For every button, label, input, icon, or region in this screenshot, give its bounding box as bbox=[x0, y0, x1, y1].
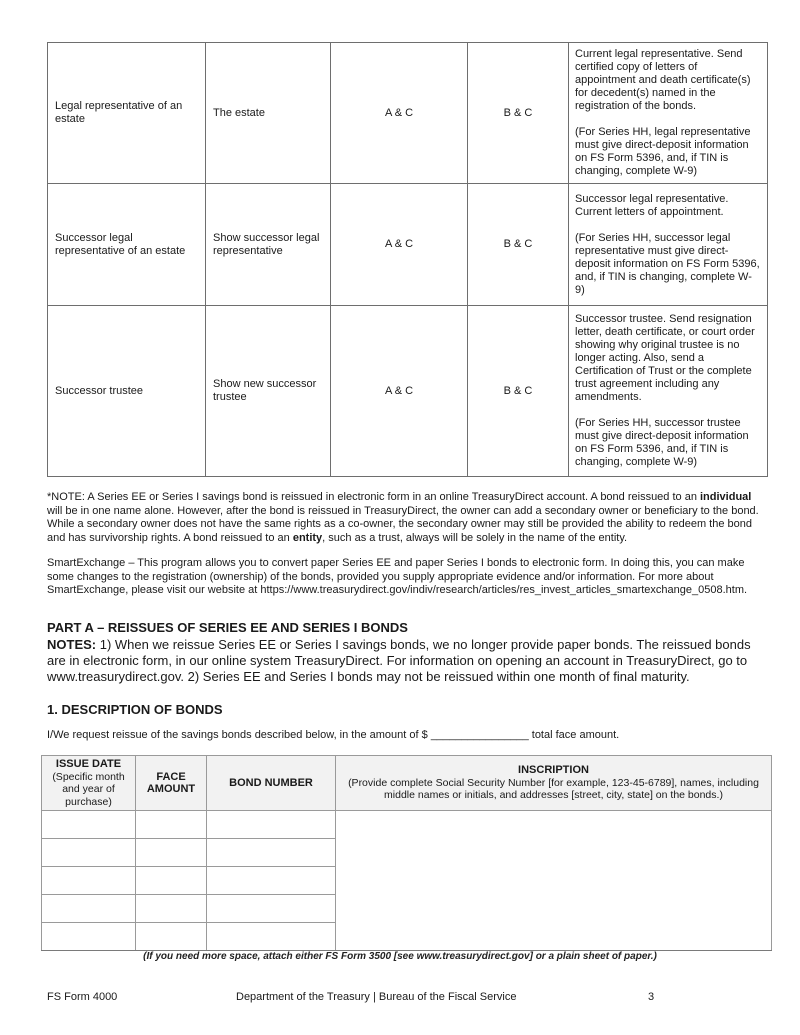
issue-date-field[interactable] bbox=[42, 923, 136, 951]
issue-date-field[interactable] bbox=[42, 811, 136, 839]
header-face-amount: FACE AMOUNT bbox=[136, 756, 207, 811]
footer-form-number: FS Form 4000 bbox=[47, 991, 118, 1003]
evidence-hh-note: (For Series HH, legal representative must give direct-deposit information on FS Form 5396, and, if TIN is changing, complete W-9) bbox=[575, 126, 751, 177]
issue-date-field[interactable] bbox=[42, 839, 136, 867]
bond-number-field[interactable] bbox=[207, 923, 336, 951]
table-row bbox=[48, 306, 768, 477]
issue-date-field[interactable] bbox=[42, 895, 136, 923]
face-amount-field[interactable] bbox=[136, 811, 207, 839]
face-amount-field[interactable] bbox=[136, 839, 207, 867]
evidence-hh-note: (For Series HH, successor legal representative must give direct-deposit information on FS Form 5396, and, if TIN is changing, complete W-9) bbox=[575, 231, 760, 296]
header-issue-date: ISSUE DATE (Specific month and year of purchase) bbox=[42, 756, 136, 811]
total-face-amount-field[interactable]: ________________ bbox=[430, 729, 529, 741]
part-a-title: PART A – REISSUES OF SERIES EE AND SERIES I BONDS bbox=[47, 620, 408, 635]
table-row bbox=[48, 184, 768, 306]
emphasis-individual: individual bbox=[700, 491, 752, 503]
emphasis-entity: entity bbox=[292, 531, 323, 544]
bond-number-field[interactable] bbox=[207, 867, 336, 895]
section-1-title: 1. DESCRIPTION OF BONDS bbox=[47, 702, 223, 717]
owner-cell: Successor legal representative of an estate bbox=[48, 184, 206, 306]
notes-label: NOTES: bbox=[47, 637, 97, 652]
bond-number-field[interactable] bbox=[207, 839, 336, 867]
reissue-to-cell: The estate bbox=[206, 43, 331, 184]
footer-page-number: 3 bbox=[648, 991, 655, 1003]
reissue-request-line: I/We request reissue of the savings bonds described below, in the amount of $ ________________ total face amount. bbox=[47, 729, 620, 741]
signature-cell: A & C bbox=[331, 43, 468, 184]
owner-cell: Successor trustee bbox=[48, 306, 206, 477]
bond-number-field[interactable] bbox=[207, 895, 336, 923]
smartexchange-paragraph: SmartExchange – This program allows you to convert paper Series EE and paper Series I bonds to electronic form. In doing this, you can make some changes to the registration (ownership) of the bonds, provided you supply appropriate evidence and/or information. For more about SmartExchange, please visit our website at https://www.treasurydirect.gov/indiv/research/articles/res_invest_articles_smartexchange_0508.htm. bbox=[47, 557, 748, 597]
signature-cell: A & C bbox=[331, 184, 468, 306]
evidence-text: Current legal representative. Send certified copy of letters of appointment and death certificate(s) for decedent(s) named in the registration of the bonds. bbox=[575, 48, 751, 112]
evidence-text: Successor trustee. Send resignation letter, death certificate, or court order showing why original trustee is no longer acting. Also, send a Certification of Trust or the complete trust agreement including any amendments. bbox=[575, 313, 755, 403]
certification-cell: B & C bbox=[468, 43, 569, 184]
face-amount-field[interactable] bbox=[136, 867, 207, 895]
table-row bbox=[48, 43, 768, 184]
evidence-cell bbox=[569, 184, 768, 306]
header-inscription: INSCRIPTION (Provide complete Social Security Number [for example, 123-45-6789], names, including middle names or initials, and addresses [street, city, state] on the bonds.) bbox=[336, 756, 772, 811]
additional-space-note: (If you need more space, attach either FS Form 3500 [see www.treasurydirect.gov] or a plain sheet of paper.) bbox=[143, 951, 657, 962]
certification-cell: B & C bbox=[468, 306, 569, 477]
evidence-hh-note: (For Series HH, successor trustee must give direct-deposit information on FS Form 5396, and, if TIN is changing, complete W-9) bbox=[575, 417, 749, 468]
owner-cell: Legal representative of an estate bbox=[48, 43, 206, 184]
evidence-text: Successor legal representative. Current letters of appointment. bbox=[575, 192, 729, 218]
registration-evidence-table bbox=[47, 42, 768, 477]
table-header-row bbox=[42, 756, 772, 811]
face-amount-field[interactable] bbox=[136, 895, 207, 923]
footer-agency: Department of the Treasury | Bureau of the Fiscal Service bbox=[236, 991, 517, 1003]
signature-cell: A & C bbox=[331, 306, 468, 477]
face-amount-field[interactable] bbox=[136, 923, 207, 951]
bond-number-field[interactable] bbox=[207, 811, 336, 839]
bond-description-table bbox=[41, 755, 772, 951]
reissue-to-cell: Show new successor trustee bbox=[206, 306, 331, 477]
issue-date-field[interactable] bbox=[42, 867, 136, 895]
evidence-cell bbox=[569, 306, 768, 477]
header-bond-number: BOND NUMBER bbox=[207, 756, 336, 811]
table-row bbox=[42, 811, 772, 839]
certification-cell: B & C bbox=[468, 184, 569, 306]
inscription-field[interactable] bbox=[336, 811, 772, 951]
reissue-to-cell: Show successor legal representative bbox=[206, 184, 331, 306]
electronic-reissue-note: *NOTE: A Series EE or Series I savings bond is reissued in electronic form in an online TreasuryDirect account. A bond reissued to an individual will be in one name alone. However, after the bond is reissued in TreasuryDirect, the owner can add a secondary owner or beneficiary to the bond. While a secondary owner does not have the same rights as a co-owner, the secondary owner may still be provided the ability to redeem the bond and has survivorship rights. A bond reissued to an entity, such as a trust, always will be solely in the name of the entity. bbox=[47, 491, 759, 544]
part-a-notes: NOTES: 1) When we reissue Series EE or Series I savings bonds, we no longer provide paper bonds. The reissued bonds are in electronic form, in our online system TreasuryDirect. For information on opening an account in TreasuryDirect, go to www.treasurydirect.gov. 2) Series EE and Series I bonds may not be reissued within one month of final maturity. bbox=[47, 637, 751, 684]
evidence-cell bbox=[569, 43, 768, 184]
